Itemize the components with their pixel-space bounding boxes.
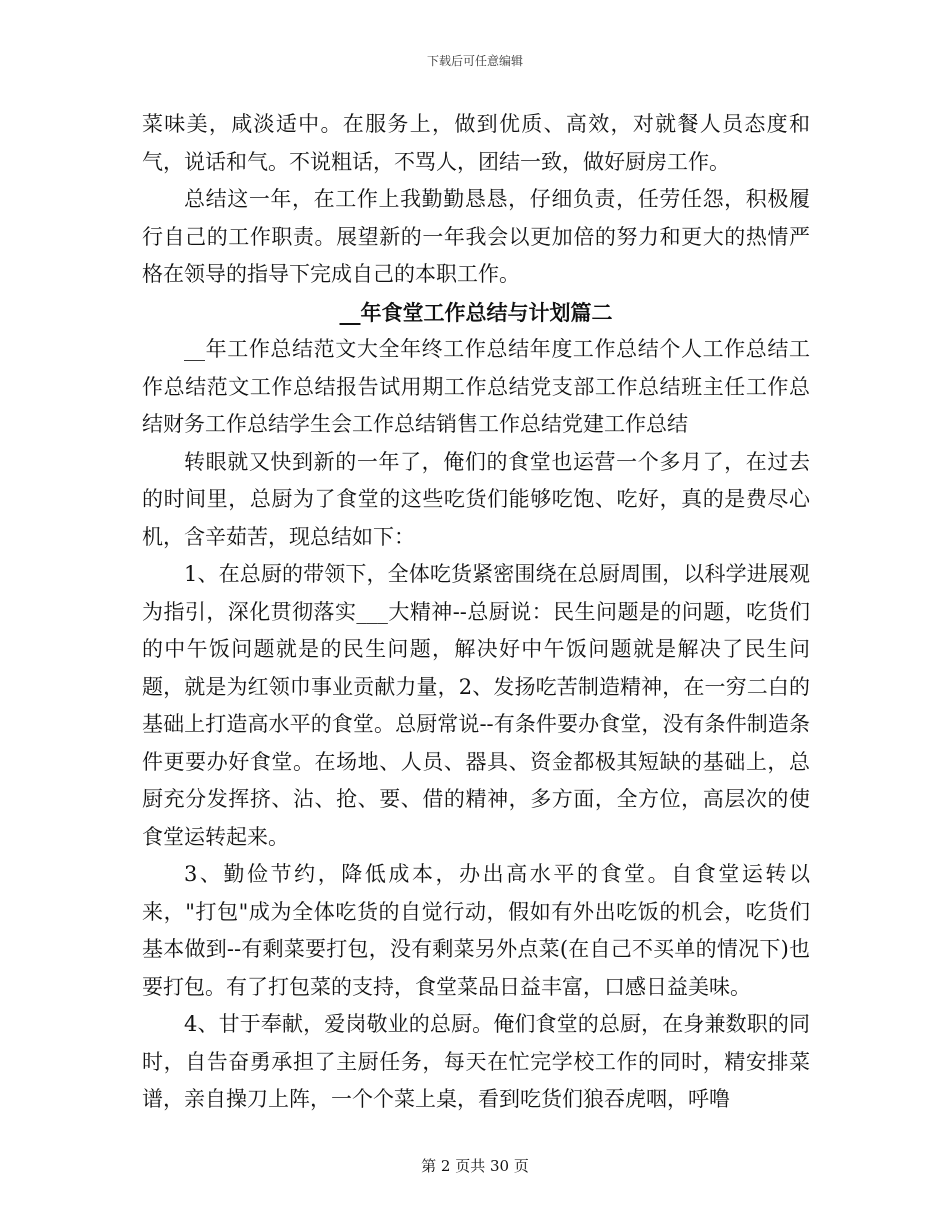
paragraph: 3、勤俭节约，降低成本，办出高水平的食堂。自食堂运转以来，"打包"成为全体吃货的自觉行动，假如有外出吃饭的机会，吃货们基本做到--有剩菜要打包，没有剩菜另外点菜(在自己不买单的情况下)也要打包。有了打包菜的支持，食堂菜品日益丰富，口感日益美味。: [142, 862, 810, 999]
paragraph: 4、甘于奉献，爱岗敬业的总厨。俺们食堂的总厨，在身兼数职的同时，自告奋勇承担了主厨任务，每天在忙完学校工作的同时，精安排菜谱，亲自操刀上阵，一个个菜上桌，看到吃货们狼吞虎咽，呼噜: [142, 1012, 810, 1111]
section-title: __年食堂工作总结与计划篇二: [339, 299, 613, 325]
paragraph: 转眼就又快到新的一年了，俺们的食堂也运营一个多月了，在过去的时间里，总厨为了食堂的这些吃货们能够吃饱、吃好，真的是费尽心机，含辛茹苦，现总结如下：: [142, 449, 810, 549]
page-footer: 第 2 页共 30 页: [421, 1157, 529, 1175]
document-body: [142, 106, 810, 1119]
paragraph: 菜味美，咸淡适中。在服务上，做到优质、高效，对就餐人员态度和气，说话和气。不说粗话，不骂人，团结一致，做好厨房工作。: [142, 112, 810, 174]
paragraph: 1、在总厨的带领下，全体吃货紧密围绕在总厨周围，以科学进展观为指引，深化贯彻落实___大精神--总厨说：民生问题是的问题，吃货们的中午饭问题就是的民生问题，解决好中午饭问题就是解决了民生问题，就是为红领巾事业贡献力量，2、发扬吃苦制造精神，在一穷二白的基础上打造高水平的食堂。总厨常说--有条件要办食堂，没有条件制造条件更要办好食堂。在场地、人员、器具、资金都极其短缺的基础上，总厨充分发挥挤、沾、抢、要、借的精神，多方面，全方位，高层次的使食堂运转起来。: [142, 562, 810, 849]
paragraph: 总结这一年，在工作上我勤勤恳恳，仔细负责，任劳任怨，积极履行自己的工作职责。展望新的一年我会以更加倍的努力和更大的热情严格在领导的指导下完成自己的本职工作。: [142, 187, 810, 286]
paragraph: __年工作总结范文大全年终工作总结年度工作总结个人工作总结工作总结范文工作总结报告试用期工作总结党支部工作总结班主任工作总结财务工作总结学生会工作总结销售工作总结党建工作总结: [142, 337, 810, 436]
page-header: 下载后可任意编辑: [426, 54, 523, 68]
